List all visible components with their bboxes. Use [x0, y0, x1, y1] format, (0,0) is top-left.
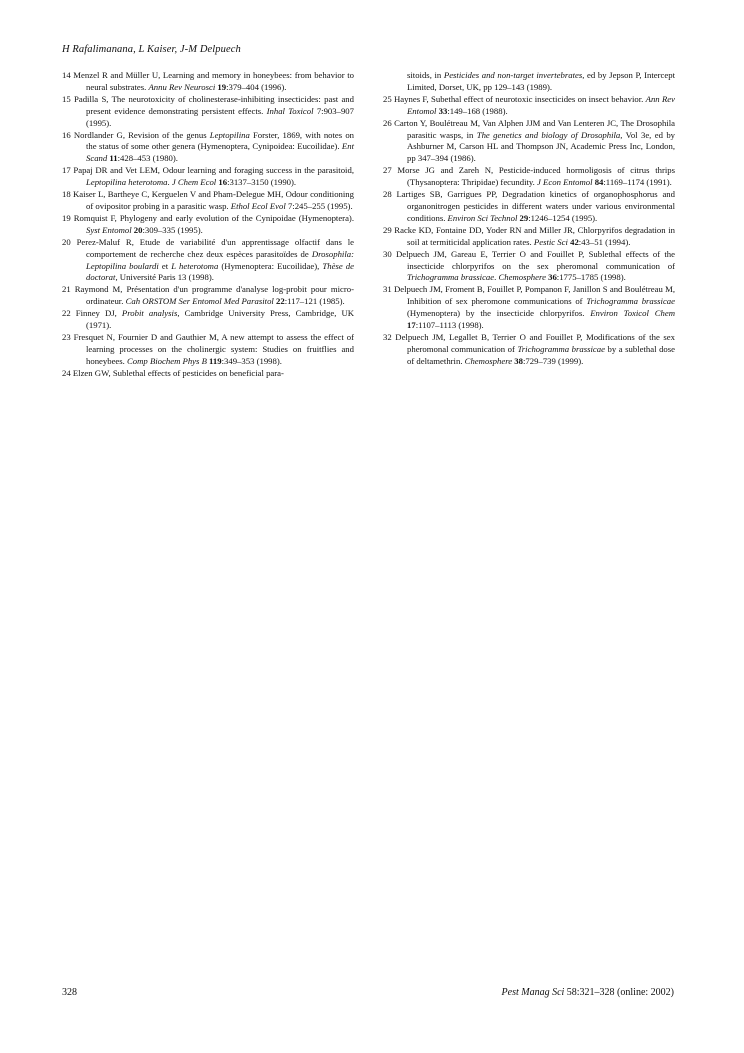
reference-italic: The genetics and biology of Drosophila	[476, 129, 621, 140]
reference-italic: L heterotoma	[171, 260, 219, 271]
reference-italic: Trichogramma brassicae	[517, 343, 605, 354]
reference-volume: 42	[570, 236, 579, 247]
reference-text: 24 Elzen GW, Sublethal effects of pesticides on beneficial para-	[62, 367, 284, 378]
reference-italic: Chemosphere	[464, 355, 513, 366]
reference-text: 32 Delpuech JM, Legallet B, Terrier O and Fouillet P, Modifications of the sex pheromonal communication of	[383, 331, 675, 354]
reference-text: 28 Lartiges SB, Garrigues PP, Degradation kinetics of organophosphorus and organonitrogen pesticides in different waters under various environmental conditions.	[383, 189, 675, 223]
reference-entry	[383, 165, 675, 189]
running-head: H Rafalimanana, L Kaiser, J-M Delpuech	[62, 44, 241, 55]
reference-entry	[383, 189, 675, 225]
reference-text: 26 Carton Y, Boulétreau M, Van Alphen JJM and Van Lenteren JC, The Drosophila parasitic wasps, in	[383, 117, 675, 140]
references-column-right	[383, 70, 675, 368]
journal-name: Pest Manag Sci	[501, 987, 565, 998]
reference-text: 7:903–907 (1995).	[86, 105, 354, 128]
reference-text: :1169–1174 (1991).	[603, 177, 672, 188]
reference-entry	[62, 165, 354, 189]
reference-italic: Ent Scand	[86, 141, 354, 164]
page-number: 328	[62, 987, 77, 998]
reference-text: 25 Haynes F, Subethal effect of neurotoxic insecticides on insect behavior.	[383, 93, 646, 104]
journal-volume-pages: 58:321–328 (online: 2002)	[564, 987, 674, 998]
reference-entry	[62, 213, 354, 237]
reference-volume: 29	[519, 212, 529, 223]
reference-text: :1775–1785 (1998).	[556, 272, 626, 283]
reference-text: :349–353 (1998).	[221, 355, 282, 366]
reference-volume: 20	[133, 224, 143, 235]
reference-text: 29 Racke KD, Fontaine DD, Yoder RN and Miller JR, Chlorpyrifos degradation in soil at termiticidal application rates.	[383, 224, 675, 247]
reference-text: :1246–1254 (1995).	[528, 212, 598, 223]
reference-entry	[383, 70, 675, 94]
reference-text: :149–168 (1988).	[447, 105, 508, 116]
reference-entry	[62, 308, 354, 332]
reference-text: 27 Morse JG and Zareh N, Pesticide-induced hormoligosis of citrus thrips (Thysanoptera: Thripidae) fecundity.	[383, 165, 675, 188]
reference-italic: Trichogramma brassicae	[407, 272, 495, 283]
reference-text: 14 Menzel R and Müller U, Learning and memory in honeybees: from behavior to neural substrates.	[62, 70, 354, 92]
reference-text: , Vol 3e, ed by Ashburner M, Carson HL and Thompson JN, Academic Press Inc, London, pp 347–394 (1986).	[407, 129, 676, 164]
reference-italic: Environ Toxicol Chem	[590, 308, 675, 319]
reference-italic: Pestic Sci	[533, 236, 568, 247]
reference-italic: Pesticides and non-target invertebrates	[443, 70, 583, 80]
reference-italic: Comp Biochem Phys B	[127, 355, 207, 366]
reference-italic: Thèse de doctorat	[86, 260, 354, 283]
reference-text: .	[167, 177, 172, 188]
reference-entry	[62, 70, 354, 94]
reference-volume: 36	[548, 272, 557, 283]
reference-volume: 38	[514, 355, 523, 366]
reference-entry	[383, 249, 675, 285]
reference-volume: 16	[218, 177, 228, 188]
reference-text: 23 Fresquet N, Fournier D and Gauthier M, A new attempt to assess the effect of learning processes on the cholinergic system: Studies on fruitflies and honeybees.	[62, 331, 354, 366]
reference-italic: J Chem Ecol	[171, 177, 217, 188]
reference-text: :1107–1113 (1998).	[415, 320, 484, 331]
reference-volume: 33	[438, 105, 448, 116]
reference-text: Forster, 1869, with notes on the status of some other genera (Hymenoptera, Cynipoidea: Eucoilidae).	[86, 129, 355, 152]
reference-text: 18 Kaiser L, Bartheye C, Kerguelen V and Pham-Delegue MH, Odour conditioning of ovipositor probing in a parasitic wasp.	[62, 189, 354, 211]
reference-italic: Syst Entomol	[86, 224, 132, 235]
reference-text: by a sublethal dose of deltamethrin.	[407, 343, 675, 366]
reference-entry	[383, 332, 675, 368]
reference-volume: 119	[209, 355, 222, 366]
reference-text: .	[494, 272, 499, 283]
reference-text: 15 Padilla S, The neurotoxicity of cholinesterase-inhibiting insecticides: past and present evidence demonstrating persistent effects.	[62, 93, 354, 116]
reference-entry	[62, 368, 354, 380]
reference-entry	[62, 94, 354, 130]
reference-italic: Annu Rev Neurosci	[148, 81, 216, 92]
reference-text: (Hymenoptera: Eucoilidae),	[218, 260, 323, 271]
reference-text: :117–121 (1985).	[284, 296, 345, 307]
journal-citation	[502, 987, 674, 998]
reference-volume: 17	[407, 320, 416, 331]
reference-text: 16 Nordlander G, Revision of the genus	[62, 129, 210, 140]
reference-text: :729–739 (1999).	[522, 355, 584, 366]
reference-text: 22 Finney DJ,	[62, 308, 122, 319]
reference-text: :309–335 (1995).	[142, 224, 203, 235]
reference-text: , Cambridge University Press, Cambridge, UK (1971).	[86, 308, 354, 331]
reference-italic: Chemosphere	[498, 272, 546, 283]
reference-volume: 11	[109, 153, 118, 164]
reference-entry	[383, 225, 675, 249]
reference-italic: Inhal Toxicol	[266, 105, 314, 116]
reference-text: 31 Delpuech JM, Froment B, Fouillet P, Pompanon F, Janillon S and Boulétreau M, Inhibition of sex pheromone communications of	[383, 284, 675, 307]
reference-text: :3137–3150 (1990).	[227, 177, 297, 188]
reference-italic: Ethol Ecol Evol	[230, 200, 286, 211]
reference-text: 21 Raymond M, Présentation d'un programme d'analyse log-probit pour micro-ordinateur.	[62, 284, 354, 307]
reference-italic: Drosophila: Leptopilina boulardi	[86, 248, 354, 271]
reference-text: :428–453 (1980).	[117, 153, 178, 164]
reference-entry	[62, 237, 354, 285]
reference-entry	[383, 94, 675, 118]
reference-entry	[383, 118, 675, 166]
reference-text: , ed by Jepson P, Intercept Limited, Dorset, UK, pp 129–143 (1989).	[407, 70, 675, 92]
reference-text: 7:245–255 (1995).	[285, 200, 353, 211]
reference-text: et	[158, 260, 172, 271]
reference-entry	[62, 284, 354, 308]
reference-italic: Ann Rev Entomol	[407, 93, 675, 116]
reference-entry	[62, 189, 354, 213]
reference-italic: Probit analysis	[121, 308, 178, 319]
references-column-left	[62, 70, 354, 380]
reference-volume: 22	[276, 296, 285, 307]
reference-entry	[62, 332, 354, 368]
reference-entry	[383, 284, 675, 332]
reference-italic: Environ Sci Technol	[447, 212, 518, 223]
reference-italic: Leptopilina	[209, 129, 250, 140]
reference-volume: 19	[217, 81, 227, 92]
reference-text: 19 Romquist F, Phylogeny and early evolution of the Cynipoidae (Hymenoptera).	[62, 212, 354, 223]
reference-italic: Cah ORSTOM Ser Entomol Med Parasitol	[125, 296, 274, 307]
reference-text: 17 Papaj DR and Vet LEM, Odour learning and foraging success in the parasitoid,	[62, 165, 354, 176]
reference-italic: Trichogramma brassicae	[586, 296, 676, 307]
reference-volume: 84	[594, 177, 604, 188]
reference-entry	[62, 130, 354, 166]
reference-italic: J Econ Entomol	[537, 177, 593, 188]
reference-text: , Université Paris 13 (1998).	[115, 272, 214, 283]
reference-text: 30 Delpuech JM, Gareau E, Terrier O and Fouillet P, Sublethal effects of the insecticide chlorpyrifos on the sex pheromonal communication of	[383, 248, 675, 271]
reference-italic: Leptopilina heterotoma	[86, 177, 168, 188]
reference-text: :43–51 (1994).	[578, 236, 631, 247]
reference-text: (Hymenoptera) by the insecticide chlorpyrifos.	[407, 308, 591, 319]
reference-text: :379–404 (1996).	[226, 81, 287, 92]
reference-text: sitoids, in	[407, 70, 444, 80]
reference-text: 20 Perez-Maluf R, Etude de variabilité d'un apprentissage olfactif dans le comportement de recherche chez deux espèces parasitoïdes de	[62, 236, 354, 259]
